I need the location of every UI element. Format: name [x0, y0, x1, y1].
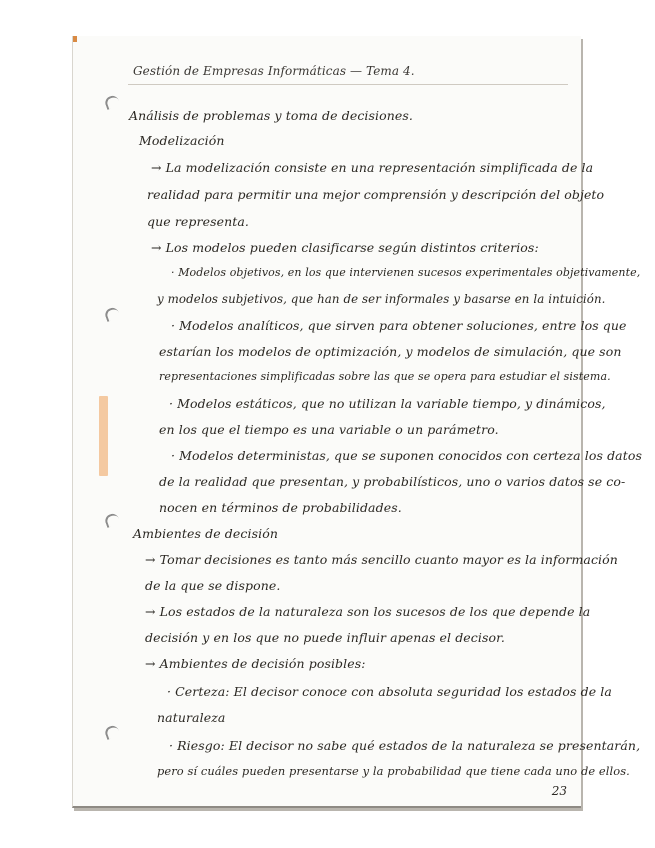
text-line: de la que se dispone.: [145, 578, 281, 593]
subsection-title: Modelización: [139, 133, 225, 148]
subsection-title: Ambientes de decisión: [133, 526, 278, 541]
text-line: que representa.: [147, 214, 249, 229]
page-header: Gestión de Empresas Informáticas — Tema 4.: [133, 64, 415, 78]
text-line: → Tomar decisiones es tanto más sencillo cuanto mayor es la información: [145, 552, 618, 567]
text-line: naturaleza: [157, 710, 226, 725]
text-line: → Los modelos pueden clasificarse según distintos criterios:: [151, 240, 539, 255]
text-line: · Riesgo: El decisor no sabe qué estados de la naturaleza se presentarán,: [169, 738, 641, 753]
header-rule: [128, 84, 568, 85]
margin-tab: [99, 396, 108, 476]
text-line: decisión y en los que no puede influir apenas el decisor.: [145, 630, 505, 645]
text-line: · Modelos objetivos, en los que intervienen sucesos experimentales objetivamente,: [171, 266, 641, 279]
binder-hole-icon: [103, 306, 120, 322]
binder-hole-icon: [103, 724, 120, 740]
corner-mark: [73, 36, 77, 42]
text-line: representaciones simplificadas sobre las que se opera para estudiar el sistema.: [159, 370, 611, 383]
text-line: · Modelos estáticos, que no utilizan la variable tiempo, y dinámicos,: [169, 396, 606, 411]
text-line: en los que el tiempo es una variable o un parámetro.: [159, 422, 499, 437]
section-title: Análisis de problemas y toma de decisiones.: [129, 108, 413, 123]
text-line: → Los estados de la naturaleza son los sucesos de los que depende la: [145, 604, 591, 619]
binder-hole-icon: [103, 94, 120, 110]
text-line: · Modelos analíticos, que sirven para obtener soluciones, entre los que: [171, 318, 627, 333]
text-line: · Modelos deterministas, que se suponen conocidos con certeza los datos: [171, 448, 643, 463]
text-line: de la realidad que presentan, y probabilísticos, uno o varios datos se co-: [159, 474, 626, 489]
text-line: realidad para permitir una mejor comprensión y descripción del objeto: [147, 187, 605, 202]
text-line: estarían los modelos de optimización, y modelos de simulación, que son: [159, 344, 622, 359]
text-line: y modelos subjetivos, que han de ser informales y basarse en la intuición.: [157, 292, 606, 306]
text-line: → La modelización consiste en una representación simplificada de la: [151, 160, 594, 175]
page-number: 23: [551, 784, 567, 798]
text-line: nocen en términos de probabilidades.: [159, 500, 402, 515]
text-line: · Certeza: El decisor conoce con absoluta seguridad los estados de la: [167, 684, 612, 699]
binder-hole-icon: [103, 512, 120, 528]
notebook-page: [72, 36, 643, 808]
text-line: pero sí cuáles pueden presentarse y la probabilidad que tiene cada uno de ellos.: [157, 764, 630, 778]
text-line: → Ambientes de decisión posibles:: [145, 656, 366, 671]
